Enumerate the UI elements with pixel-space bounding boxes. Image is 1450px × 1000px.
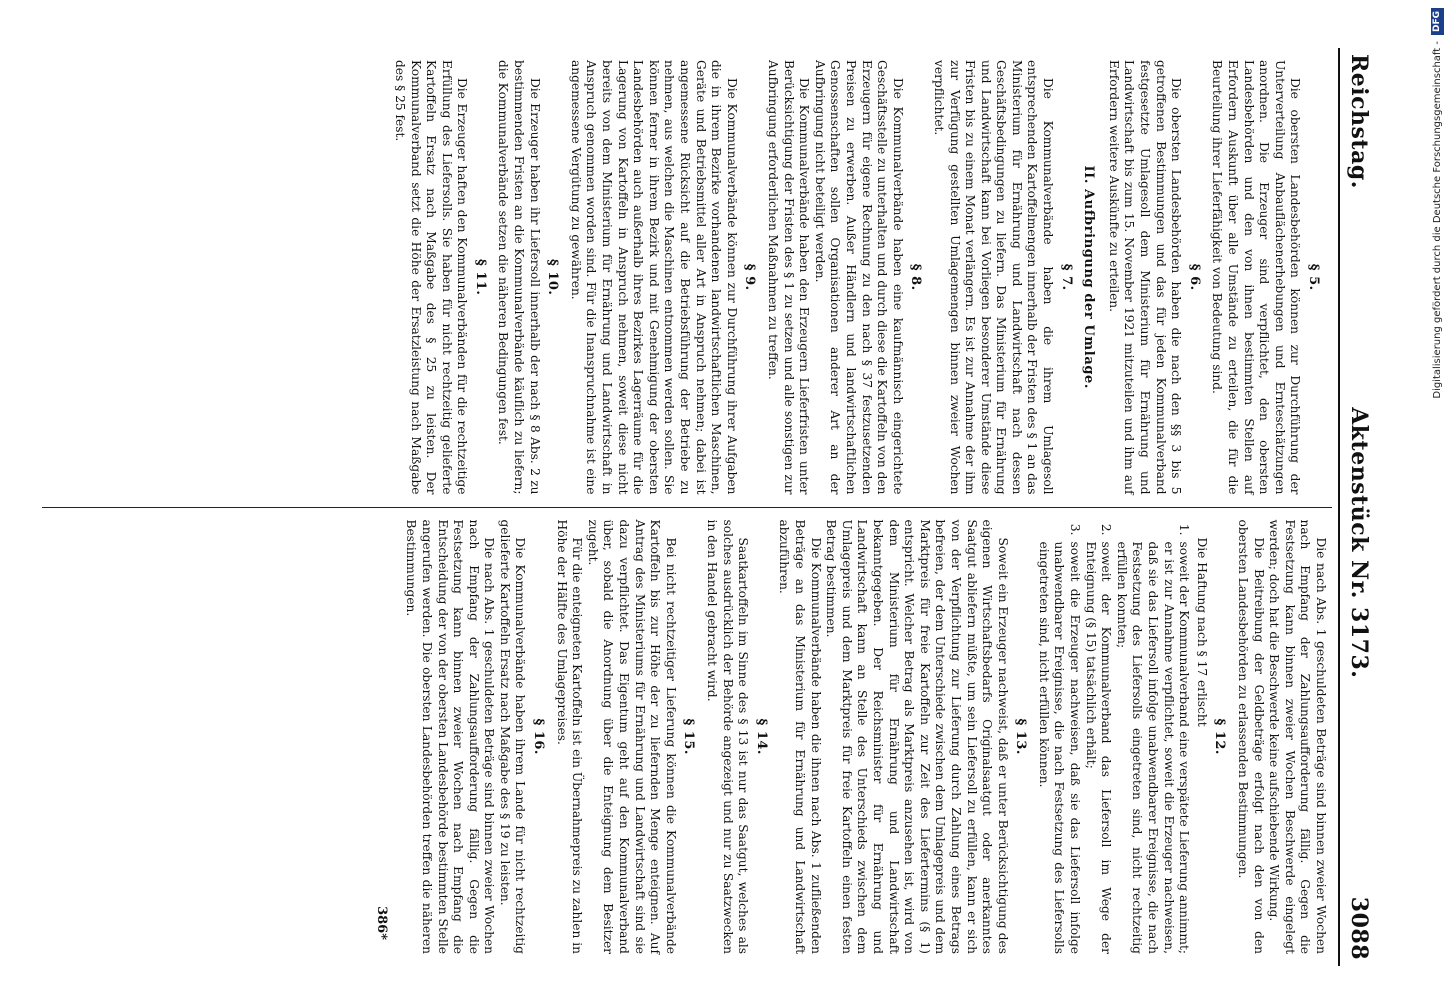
page-number: 3088 bbox=[1346, 896, 1372, 960]
section-paragraph: Die Kommunalverbände haben den Erzeugern Lieferfristen unter Berücksichtigung der Fristen des § 1 zu setzen und alle sonstigen zur Aufbringung erforderlichen Maßnahmen zu treffen. bbox=[766, 60, 812, 495]
list-item bbox=[1082, 520, 1113, 955]
credit-text: Digitalisierung gefördert durch die Deutsche Forschungsgemeinschaft - bbox=[1432, 41, 1443, 399]
section-paragraph: Für die enteigneten Kartoffeln ist ein Übernahmepreis zu zahlen in Höhe der Hälfte des Umlagepreises. bbox=[554, 519, 585, 954]
section-paragraph: Die Erzeuger haben ihr Liefersoll innerhalb der nach § 8 Abs. 2 zu bestimmenden Fristen an die Kommunalverbände käuflich zu liefern; die Kommunalverbände setzen die näheren Bedingungen fest. bbox=[496, 60, 542, 495]
list-text: soweit der Kommunalverband das Liefersoll im Wege der Enteignung (§ 15) tatsächlich erhält; bbox=[1083, 541, 1114, 954]
list-number: 3. bbox=[1068, 523, 1083, 536]
section-title: § 14. bbox=[753, 718, 769, 755]
digitization-credit bbox=[1408, 8, 1443, 992]
header-left: Reichstag. bbox=[1346, 54, 1372, 189]
section-paragraph: Die Kommunalverbände haben die ihnen nach Abs. 1 zufließenden Beträge an das Ministerium für Ernährung und Landwirtschaft abzuführen. bbox=[777, 519, 823, 954]
section-paragraph: Die nach Abs. 1 geschuldeten Beträge sind binnen zweier Wochen nach Empfang der Zahlungsaufforderung fällig. Gegen die Festsetzung kann binnen zweier Wochen Beschwerde eingelegt werden; doch hat die Beschwerde keine aufschiebende Wirkung. bbox=[1267, 519, 1328, 954]
part-heading: II. Aufbringung der Umlage. bbox=[1081, 165, 1097, 390]
section-title: § 5. bbox=[1306, 263, 1321, 291]
section-title: § 7. bbox=[1058, 263, 1074, 291]
section-title: § 15. bbox=[681, 718, 697, 755]
section-title: § 9. bbox=[742, 263, 758, 291]
section-paragraph: Die obersten Landesbehörden haben die nach den §§ 3 bis 5 getroffenen Bestimmungen und das für jeden Kommunalverband festgesetzte Umlagesoll dem Ministerium für Ernährung und Landwirtschaft bis zum 15. November 1921 mitzuteilen und ihm auf Erfordern weitere Auskünfte zu erteilen. bbox=[1106, 60, 1184, 495]
text-columns bbox=[42, 48, 1332, 966]
section-paragraph: Die Kommunalverbände haben eine kaufmännisch eingerichtete Geschäftsstelle zu unterhalten und durch diese die Kartoffeln von den Erzeugern für eigene Rechnung zu den nach § 37 festzusetzenden Preisen zu erwerben. Außer Händlern und landwirtschaftlichen Genossenschaften sollen Organisationen anderer Art an der Aufbringung nicht beteiligt werden. bbox=[812, 60, 905, 495]
section-paragraph: Die Erzeuger haften den Kommunalverbänden für die rechtzeitige Erfüllung des Liefersolls. Sie haben für nicht rechtzeitig gelieferte Kartoffeln Ersatz nach Maßgabe des § 25 zu leisten. Der Kommunalverband setzt die Höhe der Ersatzleistung nach Maßgabe des § 25 fest. bbox=[392, 60, 470, 495]
list-number: 2. bbox=[1099, 523, 1114, 536]
section-title: § 6. bbox=[1186, 263, 1202, 291]
section-title: § 8. bbox=[908, 263, 924, 291]
section-title: § 11. bbox=[472, 259, 488, 296]
running-head bbox=[1338, 48, 1372, 966]
list-item bbox=[1113, 520, 1191, 955]
section-paragraph: Die Beitreibung der Geldbeträge erfolgt nach den von den obersten Landesbehörden zu erlassenden Bestimmungen. bbox=[1236, 519, 1266, 954]
list-number: 1. bbox=[1177, 523, 1192, 536]
section-paragraph: Die Kommunalverbände haben die ihrem Umlagesoll entsprechenden Kartoffelmengen innerhalb der Fristen des § 1 an das Ministerium für Ernährung und Landwirtschaft nach dessen Geschäftsbedingungen zu liefern. Das Ministerium für Ernährung und Landwirtschaft kann bei Vorliegen besonderer Umstände diese Fristen bis zu einem Monat verlängern. Es ist zur Annahme der ihm zur Verfügung gestellten Umlagemengen binnen zweier Wochen verpflichtet. bbox=[931, 60, 1056, 495]
section-paragraph: Bei nicht rechtzeitiger Lieferung können die Kommunalverbände Kartoffeln bis zur Höhe der zu liefernden Menge enteignen. Auf Antrag des Ministeriums für Ernährung und Landwirtschaft sind sie dazu verpflichtet. Das Eigentum geht auf den Kommunalverband über, sobald die Anordnung über die Enteignung dem Besitzer zugeht. bbox=[585, 519, 678, 954]
numbered-list bbox=[1035, 520, 1191, 955]
list-item bbox=[1035, 520, 1082, 955]
page-marker: 386* bbox=[373, 906, 389, 940]
section-title: § 16. bbox=[531, 718, 547, 755]
left-column bbox=[42, 48, 1332, 507]
list-text: soweit die Erzeuger nachweisen, daß sie das Liefersoll infolge unabwendbarer Ereignisse, die nach Festsetzung des Liefersolls eingetreten sind, nicht erfüllen können. bbox=[1036, 541, 1083, 954]
section-title: § 12. bbox=[1212, 718, 1228, 755]
dfg-logo: DFG bbox=[1431, 8, 1444, 35]
section-paragraph: Die Kommunalverbände können zur Durchführung ihrer Aufgaben die in ihrem Bezirke vorhandenen landwirtschaftlichen Maschinen, Geräte und Betriebsmittel aller Art in Anspruch nehmen; dabei ist angemessene Rücksicht auf die Betriebsführung der Betriebe zu nehmen, aus welchen die Maschinen entnommen werden sollen. Sie können ferner in ihrem Bezirk und mit Genehmigung der obersten Landesbehörden auch außerhalb ihres Bezirkes Lagerräume für die Lagerung von Kartoffeln in Anspruch nehmen, soweit diese nicht bereits von dem Ministerium für Ernährung und Landwirtschaft in Anspruch genommen worden sind. Für die Inanspruchnahme ist eine angemessene Vergütung zu gewähren. bbox=[568, 60, 739, 495]
section-paragraph: Die obersten Landesbehörden können zur Durchführung der Unterverteilung Anbauflächenerhebungen und Ernteschätzungen anordnen. Die Erzeuger sind verpflichtet, den obersten Landesbehörden und den von ihnen bestimmten Stellen auf Erfordern Auskunft über alle Umstände zu erteilen, die für die Beurteilung ihrer Lieferfähigkeit von Bedeutung sind. bbox=[1210, 60, 1303, 495]
list-text: soweit der Kommunalverband eine verspätete Lieferung annimmt; er ist zur Annahme verpflichtet, soweit die Erzeuger nachweisen, daß sie das Liefersoll infolge unabwendbarer Ereignisse, die nach Festsetzung des Liefersolls eingetreten sind, nicht rechtzeitig erfüllen konnten; bbox=[1114, 541, 1192, 954]
section-title: § 13. bbox=[1013, 718, 1029, 755]
section-paragraph: Die nach Abs. 1 geschuldeten Beträge sind binnen zweier Wochen nach Empfang der Zahlungsaufforderung fällig. Gegen die Festsetzung kann binnen zweier Wochen nach Empfang die Entscheidung der von der obersten Landesbehörde bestimmten Stelle angerufen werden. Die obersten Landesbehörden treffen die näheren Bestimmungen. bbox=[404, 519, 497, 954]
section-paragraph: Soweit ein Erzeuger nachweist, daß er unter Berücksichtigung des eigenen Wirtschaftsbedarfs Originalsaatgut oder anerkanntes Saatgut abliefern müßte, um sein Liefersoll zu erfüllen, kann er sich von der Verpflichtung zur Lieferung durch Zahlung eines Betrags befreien, der dem Unterschiede zwischen dem Umlagepreis und dem Marktpreis für freie Kartoffeln zur Zeit des Liefertermins (§ 1) entspricht. Welcher Betrag als Marktpreis anzusehen ist, wird von dem Ministerium für Ernährung und Landwirtschaft bekanntgegeben. Der Reichsminister für Ernährung und Landwirtschaft kann an Stelle des Unterschieds zwischen dem Umlagepreis und dem Marktpreis für freie Kartoffeln einen festen Betrag bestimmen. bbox=[824, 519, 1010, 954]
section-paragraph: Saatkartoffeln im Sinne des § 13 ist nur das Saatgut, welches als solches ausdrücklich der Behörde angezeigt und nur zu Saatzwecken in den Handel gebracht wird. bbox=[705, 519, 751, 954]
section-paragraph: Die Haftung nach § 17 erlischt bbox=[1194, 537, 1209, 727]
right-column bbox=[42, 507, 1332, 967]
section-paragraph: Die Kommunalverbände haben ihrem Lande für nicht rechtzeitig gelieferte Kartoffeln Ersatz nach Maßgabe des § 19 zu leisten. bbox=[497, 519, 528, 954]
header-center: Aktenstück Nr. 3173. bbox=[1346, 407, 1372, 679]
section-title: § 10. bbox=[545, 259, 561, 296]
